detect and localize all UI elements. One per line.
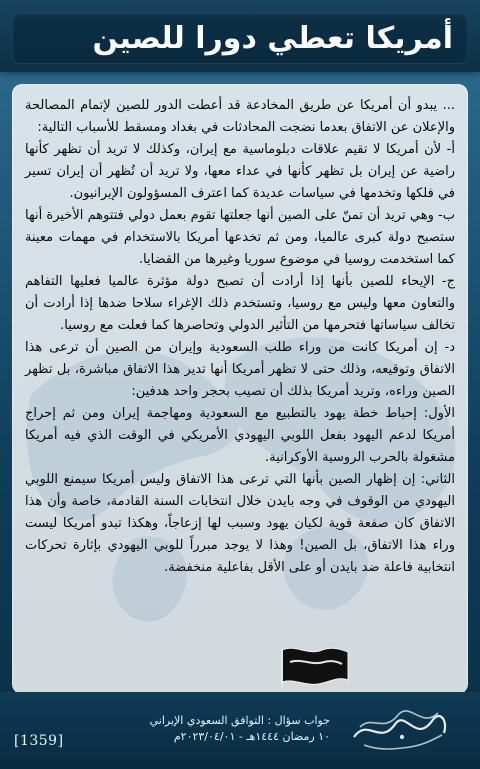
paragraph-second: الثاني: إن إظهار الصين بأنها التي ترعى هذا الاتفاق وليس أمريكا سيمنع اللوبي اليهودي من الوقوف في وجه بايدن خلال انتخابات السنة القادمة، خاصة وأن هذا الاتفاق كان صفعة قوية لكيان يهود وسبب لها إزعاجاً، وهكذا تبدو أمريكا ليست وراء هذا الاتفاق، بل الصين! وهذا لا يوجد مبرراً للوبي اليهودي بإثارة تحركات انتخابية فاعلة ضد بايدن أو على الأقل بفاعلية منخفضة. bbox=[25, 472, 455, 575]
black-banner-flag-icon bbox=[276, 640, 354, 690]
header bbox=[0, 0, 480, 72]
paragraph-first: الأول: إحباط خطة يهود بالتطبيع مع السعودية ومهاجمة إيران ومن ثم إحراج أمريكا لدعم اليهود بفعل اللوبي اليهودي الأمريكي في الوقت الذي فيه أمريكا مشغولة بالحرب الروسية الأوكرانية. bbox=[25, 406, 455, 465]
article-text bbox=[25, 95, 455, 683]
content-card bbox=[12, 84, 468, 694]
page-title: أمريكا تعطي دورا للصين bbox=[92, 21, 453, 56]
footer bbox=[0, 692, 480, 769]
citation bbox=[110, 713, 330, 745]
title-bar bbox=[12, 14, 468, 64]
paragraph-intro: ... يبدو أن أمريكا عن طريق المخادعة قد أعطت الدور للصين لإتمام المصالحة والإعلان عن الاتفاق بعدما نضجت المحادثات في بغداد ومسقط للأسباب التالية: bbox=[25, 98, 455, 135]
paragraph-a: أ- لأن أمريكا لا تقيم علاقات دبلوماسية مع إيران، وكذلك لا تريد أن تظهر كأنها راضية عن إيران بل تظهر كأنها في عداء معها، ولا تريد أن تُظهر أن إيران تسير في فلكها وتخدمها في سياسات عديدة كما اعترف المسؤولون الإيرانيون. bbox=[25, 142, 455, 201]
citation-line-1: جواب سؤال : التوافق السعودي الإيراني bbox=[149, 714, 330, 727]
citation-line-2: ١٠ رمضان ١٤٤٤هـ - ٢٠٢٣/٠٤/٠١م bbox=[173, 730, 330, 743]
calligraphy-emblem-icon bbox=[344, 697, 454, 757]
paragraph-d: د- إن أمريكا كانت من وراء طلب السعودية وإيران من الصين أن ترعى هذا الاتفاق وتوقيعه، وذلك حتى لا تظهر أمريكا أنها تدير هذا الاتفاق مباشرة، بل تظهر الصين وراءه، وتريد أمريكا بذلك أن تصيب بحجر واحد هدفين: bbox=[25, 340, 455, 399]
paragraph-b: ب- وهي تريد أن تمنّ على الصين أنها جعلتها تقوم بعمل دولي فتتوهم الأخيرة أنها ستصبح دولة كبرى عالميا، ومن ثم تخدعها أمريكا بالاستخدام في مهمات معينة كما استخدمت روسيا في موضوع سوريا وغيرها من القضايا. bbox=[25, 208, 455, 267]
paragraph-c: ج- الإيحاء للصين بأنها إذا أرادت أن تصبح دولة مؤثرة عالميا فعليها التفاهم والتعاون معها وليس مع روسيا، وتستخدم ذلك الإغراء سلاحا ضدها إذا أرادت أن تخالف سياساتها فتحرمها من التأثير الدولي وتحاصرها كما فعلت مع روسيا. bbox=[25, 274, 455, 333]
page-number: [1359] bbox=[14, 733, 64, 749]
